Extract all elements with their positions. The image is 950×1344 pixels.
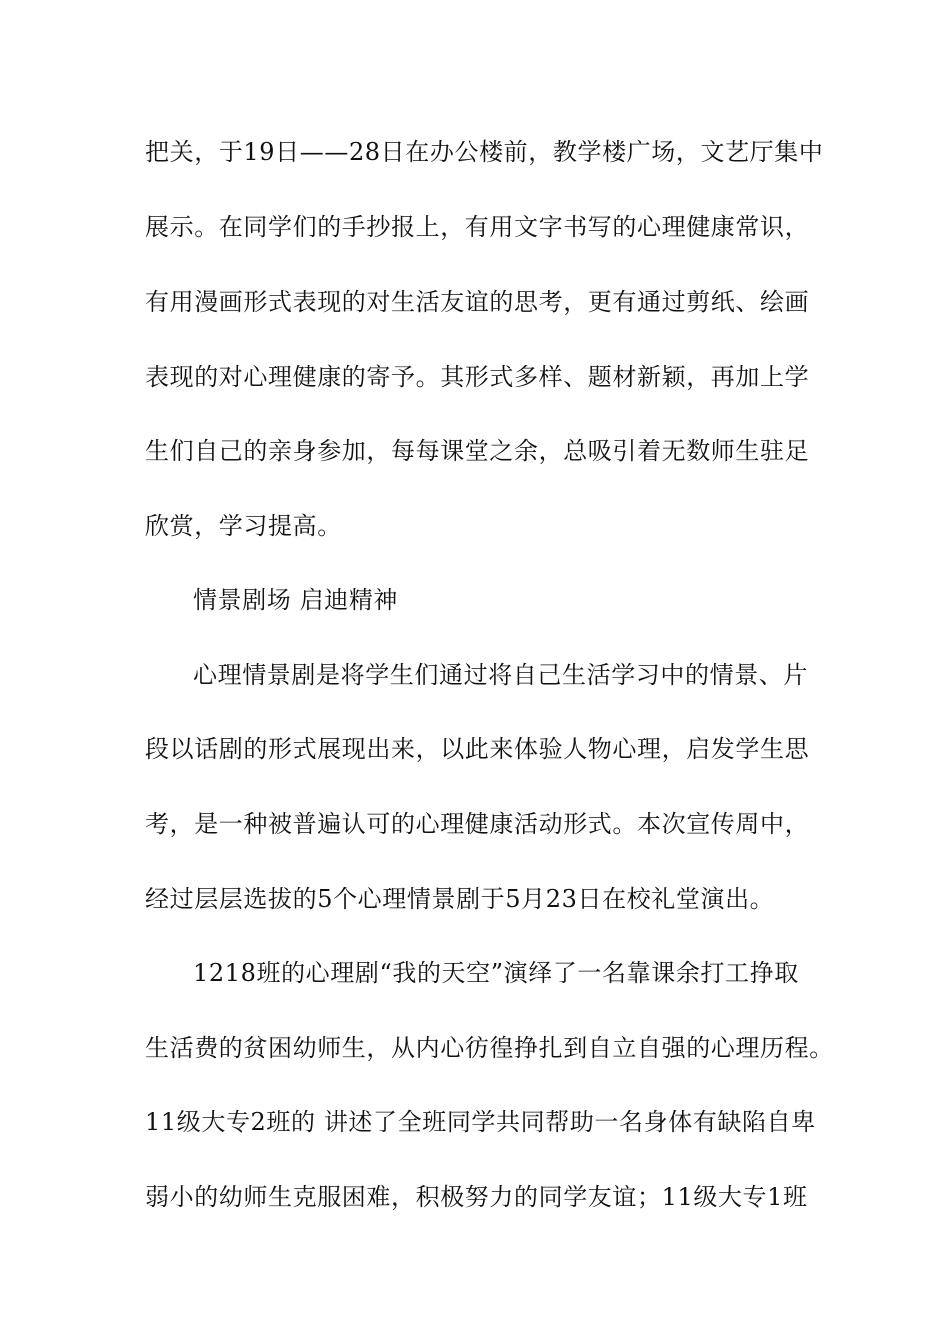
paragraph-line: 有用漫画形式表现的对生活友谊的思考，更有通过剪纸、绘画 — [145, 288, 810, 316]
paragraph-line: 表现的对心理健康的寄予。其形式多样、题材新颖，再加上学 — [145, 363, 810, 391]
paragraph-line: 1218班的心理剧“我的天空”演绎了一名靠课余打工挣取 — [193, 959, 799, 987]
paragraph-line: 弱小的幼师生克服困难，积极努力的同学友谊；11级大专1班 — [145, 1183, 808, 1211]
paragraph-line: 展示。在同学们的手抄报上，有用文字书写的心理健康常识， — [145, 213, 810, 241]
paragraph-line: 欣赏，学习提高。 — [145, 512, 342, 540]
paragraph-line: 把关，于19日——28日在办公楼前，教学楼广场，文艺厅集中 — [145, 138, 824, 166]
paragraph-line: 生们自己的亲身参加，每每课堂之余，总吸引着无数师生驻足 — [145, 437, 810, 465]
paragraph-line: 生活费的贫困幼师生，从内心彷徨挣扎到自立自强的心理历程。 — [145, 1034, 834, 1062]
paragraph-line: 段以话剧的形式展现出来，以此来体验人物心理，启发学生思 — [145, 735, 810, 763]
paragraph-line: 考，是一种被普遍认可的心理健康活动形式。本次宣传周中， — [145, 810, 810, 838]
paragraph-line: 经过层层选拔的5个心理情景剧于5月23日在校礼堂演出。 — [145, 885, 775, 913]
section-heading: 情景剧场 启迪精神 — [193, 586, 399, 614]
paragraph-line: 11级大专2班的 讲述了全班同学共同帮助一名身体有缺陷自卑 — [145, 1108, 816, 1136]
paragraph-line: 心理情景剧是将学生们通过将自己生活学习中的情景、片 — [193, 661, 808, 689]
